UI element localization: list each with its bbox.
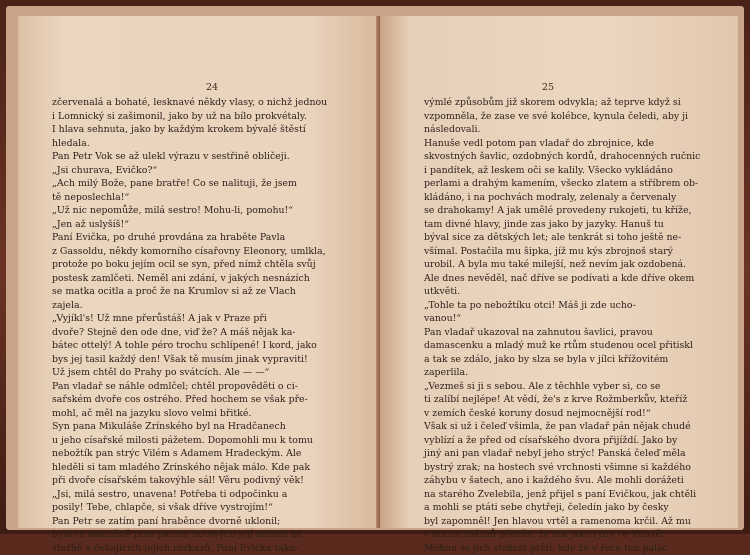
text-line: bátec ottelý! A tohle péro trochu schlípené! I kord, jako xyxy=(52,339,354,353)
text-line: Paní Evička, po druhé provdána za hraběte Pavla xyxy=(52,231,354,245)
text-line: hleděli si tam mladého Zrínského nějak málo. Kde pak xyxy=(52,461,354,475)
text-line: tě neposlechla!“ xyxy=(52,191,354,205)
text-line: i pandítek, až leskem oči se kalily. Všecko vykládáno xyxy=(424,164,712,178)
text-line: následovali. xyxy=(424,123,712,137)
text-line: bystrý zrak; na hostech své vrchnosti všimne si každého xyxy=(424,461,712,475)
text-line: perlami a drahým kamením, všecko zlatem a stříbrem ob- xyxy=(424,177,712,191)
text-line: z Gassoldu, někdy komorního císařovny Eleonory, umlkla, xyxy=(52,245,354,259)
text-line: dvoře? Stejně den ode dne, viď že? A máš nějak ka- xyxy=(52,326,354,340)
text-line: bylo tu okamžitě plno panen, hotových její milosti ke xyxy=(52,528,354,542)
text-line: Pan vladař ukazoval na zahnutou šavlici, pravou xyxy=(424,326,712,340)
text-line: „Jsi churava, Evičko?“ xyxy=(52,164,354,178)
text-line: se matka ocitla a proč že na Krumlov si až ze Vlach xyxy=(52,285,354,299)
text-line: i Lomnický si zašimonil, jako by už na bílo prokvétaly. xyxy=(52,110,354,124)
text-line: utkvěti. xyxy=(424,285,712,299)
text-line: na starého Zvelebila, jenž přijel s paní Evičkou, jak chtěli xyxy=(424,488,712,502)
text-line: Hanuše vedl potom pan vladař do zbrojnice, kde xyxy=(424,137,712,151)
text-line: Pan vladař se náhle odmlčel; chtěl propověděti o ci- xyxy=(52,380,354,394)
text-line: výmlé způsobům již skorem odvykla; až teprve když si xyxy=(424,96,712,110)
text-line: skvostných šavlic, ozdobných kordů, drahocenných ručnic xyxy=(424,150,712,164)
text-line: protože po boku jejím ocil se syn, před nímž chtěla svůj xyxy=(52,258,354,272)
text-line: byl zapomněl! Jen hlavou vrtěl a ramenoma krčil. Až mu xyxy=(424,515,712,529)
right-page xyxy=(380,16,738,528)
text-line: při dvoře císařském takovýhle sál! Věru podivný věk! xyxy=(52,474,354,488)
text-line: „Vyjíkl's! Už mne přerůstáš! A jak v Praze při xyxy=(52,312,354,326)
text-line: Už jsem chtěl do Prahy po svátcích. Ale — —“ xyxy=(52,366,354,380)
text-line: Však si už i čeleď všimla, že pan vladař pán nějak chudé xyxy=(424,420,712,434)
left-page-number: 24 xyxy=(206,82,218,93)
text-line: všímal. Postačila mu šipka, jíž mu kýs zbrojnoš starý xyxy=(424,245,712,259)
text-line: záhybu v šatech, ano i každého švu. Ale mohli dorážeti xyxy=(424,474,712,488)
text-line: damascenku a mladý muž ke rtům studenou ocel přitiskl xyxy=(424,339,712,353)
text-line: zčervenalá a bohaté, lesknavé někdy vlasy, o nichž jednou xyxy=(52,96,354,110)
text-line: urobil. A byla mu také milejší, než nevím jak ozdobená. xyxy=(424,258,712,272)
text-line: službě a čekajících jejích rozkazů. Paní Evička tako- xyxy=(52,542,354,555)
text-line: nebožtík pan strýc Vilém s Adamem Hradeckým. Ale xyxy=(52,447,354,461)
text-line: se drahokamy! A jak umělé provedeny rukojeti, tu kříže, xyxy=(424,204,712,218)
text-line: Mohou se jich stokrát ptáti, kde že v řece ten palác xyxy=(424,542,712,555)
text-line: vyblízí a že před od císařského dvora přijíždí. Jako by xyxy=(424,434,712,448)
text-line: v zemích české koruny dosud nejmocnější rod!“ xyxy=(424,407,712,421)
text-line: zaperlila. xyxy=(424,366,712,380)
text-line: I hlava sehnuta, jako by každým krokem bývalé štěstí xyxy=(52,123,354,137)
text-line: a mohli se ptáti sebe chytřeji, čeledín jako by česky xyxy=(424,501,712,515)
text-line: mohl, ač měl na jazyku slovo velmi břitké. xyxy=(52,407,354,421)
text-line: posily! Tebe, chlapče, si však dříve vystrojím!“ xyxy=(52,501,354,515)
right-page-text xyxy=(424,96,712,555)
text-line: Pan Petr Vok se až ulekl výrazu v sestřině obličeji. xyxy=(52,150,354,164)
open-book xyxy=(6,6,744,530)
text-line: „Ach milý Bože, pane bratře! Co se nalituji, že jsem xyxy=(52,177,354,191)
text-line: hledala. xyxy=(52,137,354,151)
text-line: býval sice za dětských let; ale tenkrát si toho ještě ne- xyxy=(424,231,712,245)
left-page xyxy=(18,16,380,528)
text-line: jiný ani pan vladař nebyl jeho strýc! Panská čeleď měla xyxy=(424,447,712,461)
text-line: kládáno, i na pochvách modraly, zelenaly a červenaly xyxy=(424,191,712,205)
right-page-number: 25 xyxy=(542,82,554,93)
text-line: „Jen až uslyšíš!“ xyxy=(52,218,354,232)
text-line: „Už nic nepomůže, milá sestro! Mohu-li, pomohu!“ xyxy=(52,204,354,218)
left-page-text xyxy=(52,96,354,555)
text-line: sařském dvoře cos ostrého. Před hochem se však pře- xyxy=(52,393,354,407)
text-line: vzpomněla, že zase ve své kolébce, kynula čeledi, aby ji xyxy=(424,110,712,124)
text-line: tam divné hlavy, jinde zas jako by jazyky. Hanuš tu xyxy=(424,218,712,232)
text-line: „Vezmeš si ji s sebou. Ale z těchhle vyber si, co se xyxy=(424,380,712,394)
text-line: „Tohle ta po nebožtíku otci! Máš ji zde ucho- xyxy=(424,299,712,313)
text-line: „Jsi, milá sestro, unavena! Potřeba ti odpočinku a xyxy=(52,488,354,502)
text-line: u jeho císařské milosti pážetem. Dopomohli mu k tomu xyxy=(52,434,354,448)
text-line: Syn pana Mikuláše Zrínského byl na Hradčanech xyxy=(52,420,354,434)
text-line: a tak se zdálo, jako by slza se byla v jílci křížovitém xyxy=(424,353,712,367)
text-line: Ale dnes nevěděl, nač dříve se podívati a kde dříve okem xyxy=(424,272,712,286)
text-line: postesk zamlčeti. Neměl ani zdání, v jakých nesnázích xyxy=(52,272,354,286)
text-line: zajela. xyxy=(52,299,354,313)
text-line: v duchu bláznů předěli, že tak jako ryby ve Vltavě! xyxy=(424,528,712,542)
text-line: ti zalíbí nejlépe! At vědí, že's z krve Rožmberkův, kteříž xyxy=(424,393,712,407)
text-line: Pan Petr se zatím paní hraběnce dvorně uklonil; xyxy=(52,515,354,529)
text-line: bys jej tasil každý den! Však tě musím jinak vypraviti! xyxy=(52,353,354,367)
text-line: vanou!“ xyxy=(424,312,712,326)
